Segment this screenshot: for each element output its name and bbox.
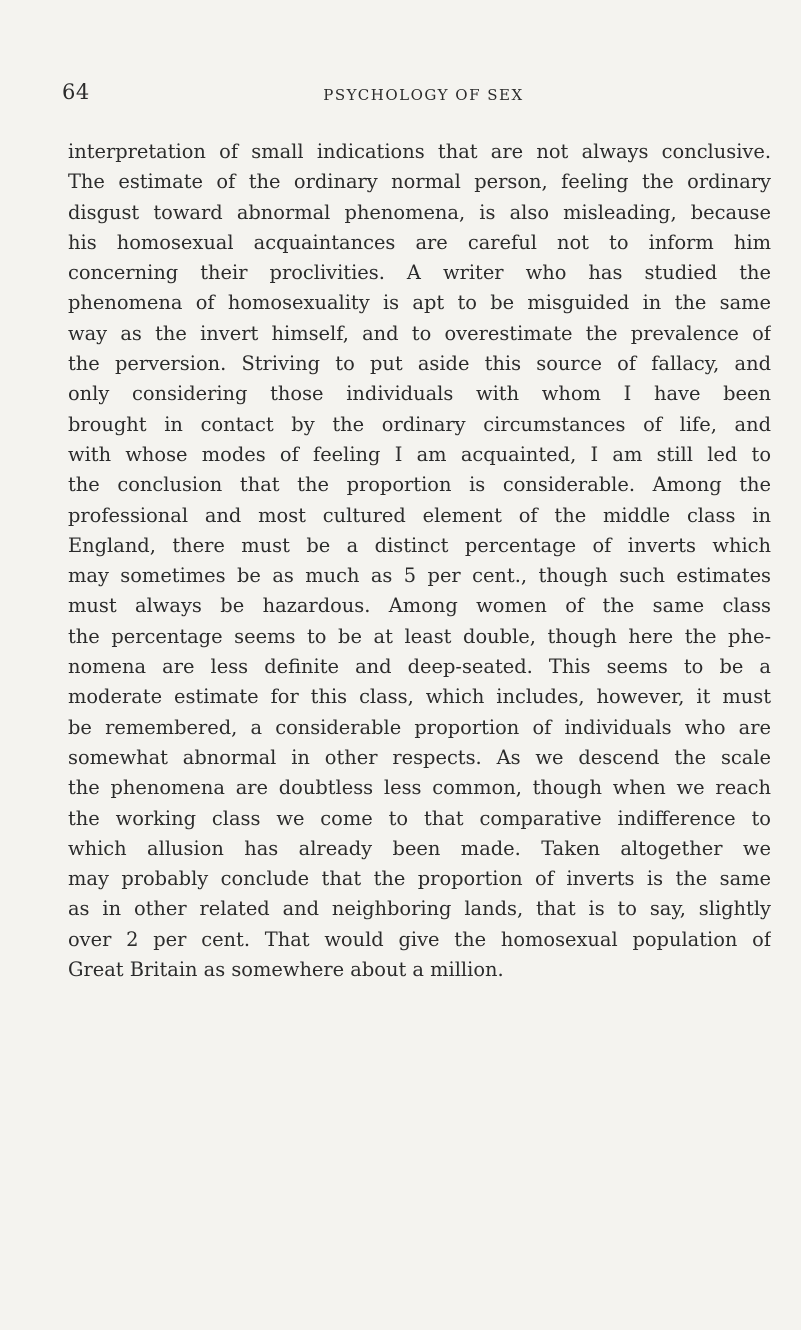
text-line: disgust toward abnormal phenomena, is also misleading, because (68, 200, 771, 224)
running-title: PSYCHOLOGY OF SEX (323, 86, 524, 104)
text-line: The estimate of the ordinary normal person, feeling the ordinary (68, 170, 771, 194)
text-line: his homosexual acquaintances are careful not to inform him (68, 230, 771, 254)
text-line: England, there must be a distinct percentage of inverts which (68, 533, 771, 557)
text-line: which allusion has already been made. Taken altogether we (68, 836, 771, 860)
text-line: professional and most cultured element of the middle class in (68, 503, 771, 527)
text-line: may sometimes be as much as 5 per cent., though such estimates (68, 564, 771, 588)
text-line: must always be hazardous. Among women of the same class (68, 594, 771, 618)
text-line: interpretation of small indications that are not always conclusive. (68, 140, 771, 163)
text-line: way as the invert himself, and to overestimate the prevalence of (68, 321, 771, 345)
text-line: the perversion. Striving to put aside this source of fallacy, and (68, 352, 771, 376)
body-paragraph (68, 137, 771, 985)
text-line: as in other related and neighboring lands, that is to say, slightly (68, 897, 771, 921)
text-line: be remembered, a considerable proportion of individuals who are (68, 715, 771, 739)
text-line: the working class we come to that comparative indifference to (68, 806, 771, 830)
text-line: over 2 per cent. That would give the homosexual population of (68, 927, 771, 951)
text-line: the phenomena are doubtless less common, though when we reach (68, 776, 771, 800)
text-line: may probably conclude that the proportion of inverts is the same (68, 867, 771, 891)
text-line: Great Britain as somewhere about a million. (68, 958, 504, 982)
text-line: only considering those individuals with whom I have been (68, 382, 771, 406)
text-line: phenomena of homosexuality is apt to be misguided in the same (68, 291, 771, 315)
page-number: 64 (62, 80, 90, 104)
text-line: brought in contact by the ordinary circumstances of life, and (68, 412, 771, 436)
text-line: the percentage seems to be at least double, though here the phe- (68, 624, 771, 648)
text-line: nomena are less definite and deep-seated. This seems to be a (68, 655, 771, 679)
page-header (62, 80, 767, 110)
text-line: moderate estimate for this class, which includes, however, it must (68, 685, 771, 709)
text-line: with whose modes of feeling I am acquainted, I am still led to (68, 442, 771, 466)
text-line: the conclusion that the proportion is considerable. Among the (68, 473, 771, 497)
text-line: concerning their proclivities. A writer who has studied the (68, 261, 771, 285)
text-line: somewhat abnormal in other respects. As we descend the scale (68, 745, 771, 769)
